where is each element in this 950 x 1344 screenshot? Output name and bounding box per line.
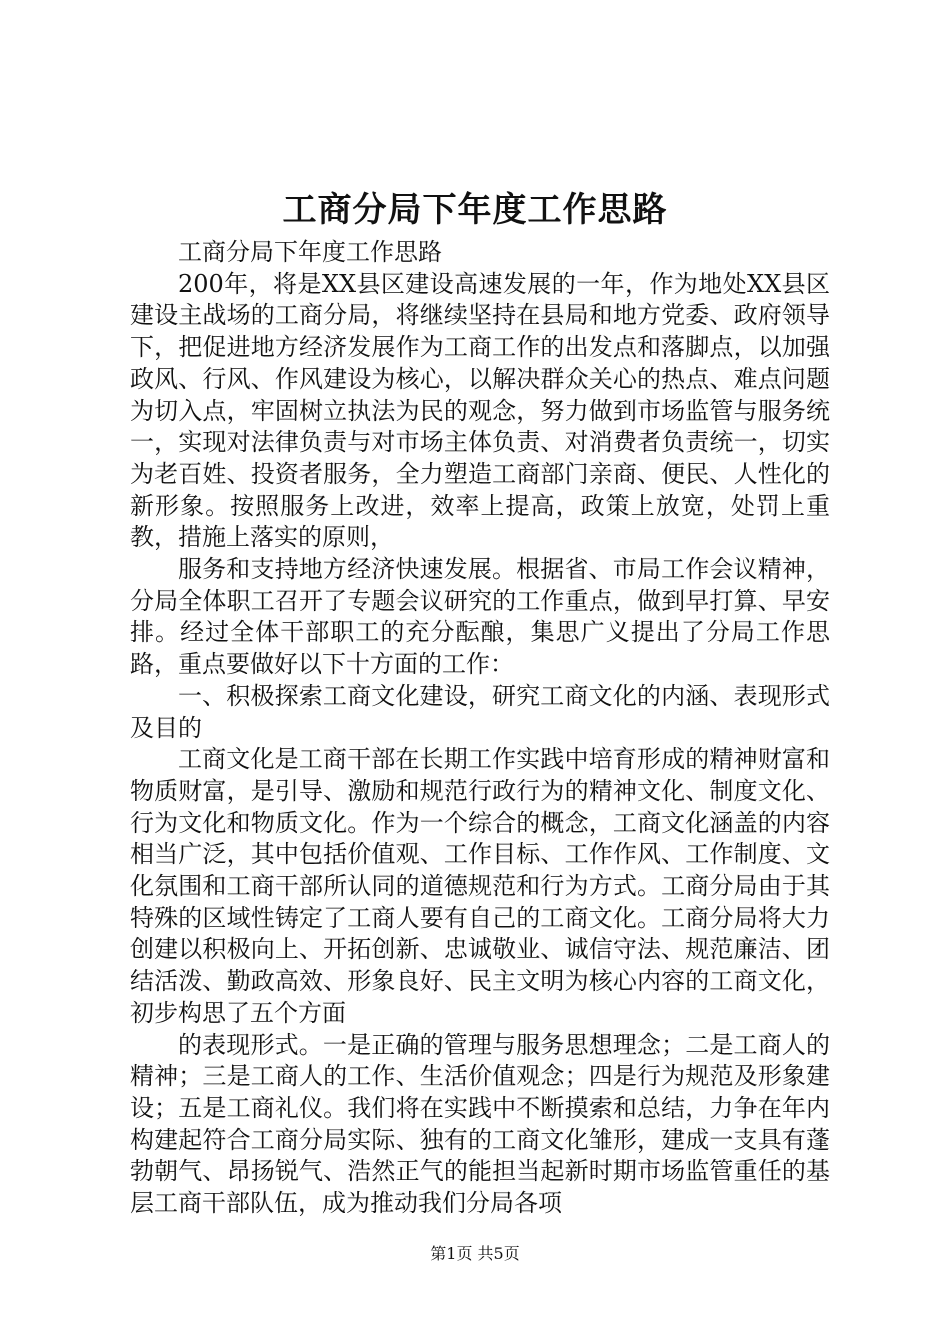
document-body — [130, 237, 830, 1220]
document-title: 工商分局下年度工作思路 — [282, 190, 668, 230]
paragraph-subtitle: 工商分局下年度工作思路 — [178, 238, 442, 266]
section-heading-1: 一、积极探索工商文化建设，研究工商文化的内涵、表现形式及目的 — [130, 681, 830, 742]
page-number-footer: 第1页 共5页 — [430, 1244, 520, 1263]
paragraph-culture: 工商文化是工商干部在长期工作实践中培育形成的精神财富和物质财富，是引导、激励和规范行政行为的精神文化、制度文化、行为文化和物质文化。作为一个综合的概念，工商文化涵盖的内容相当广泛，其中包括价值观、工作目标、工作作风、工作制度、文化氛围和工商干部所认同的道德规范和行为方式。工商分局由于其特殊的区域性铸定了工商人要有自己的工商文化。工商分局将大力创建以积极向上、开拓创新、忠诚敬业、诚信守法、规范廉洁、团结活泼、勤政高效、形象良好、民主文明为核心内容的工商文化，初步构思了五个方面 — [130, 745, 830, 1027]
paragraph-intro: 200年，将是XX县区建设高速发展的一年，作为地处XX县区建设主战场的工商分局，将继续坚持在县局和地方党委、政府领导下，把促进地方经济发展作为工商工作的出发点和落脚点，以加强政风、行风、作风建设为核心，以解决群众关心的热点、难点问题为切入点，牢固树立执法为民的观念，努力做到市场监管与服务统一，实现对法律负责与对市场主体负责、对消费者负责统一，切实为老百姓、投资者服务，全力塑造工商部门亲商、便民、人性化的新形象。按照服务上改进，效率上提高，政策上放宽，处罚上重教，措施上落实的原则， — [130, 269, 830, 552]
paragraph-forms: 的表现形式。一是正确的管理与服务思想理念；二是工商人的精神；三是工商人的工作、生活价值观念；四是行为规范及形象建设；五是工商礼仪。我们将在实践中不断摸索和总结，力争在年内构建起符合工商分局实际、独有的工商文化雏形，建成一支具有蓬勃朝气、昂扬锐气、浩然正气的能担当起新时期市场监管重任的基层工商干部队伍，成为推动我们分局各项 — [130, 1030, 830, 1218]
paragraph-support: 服务和支持地方经济快速发展。根据省、市局工作会议精神，分局全体职工召开了专题会议研究的工作重点，做到早打算、早安排。经过全体干部职工的充分酝酿，集思广义提出了分局工作思路，重点要做好以下十方面的工作： — [130, 555, 830, 679]
